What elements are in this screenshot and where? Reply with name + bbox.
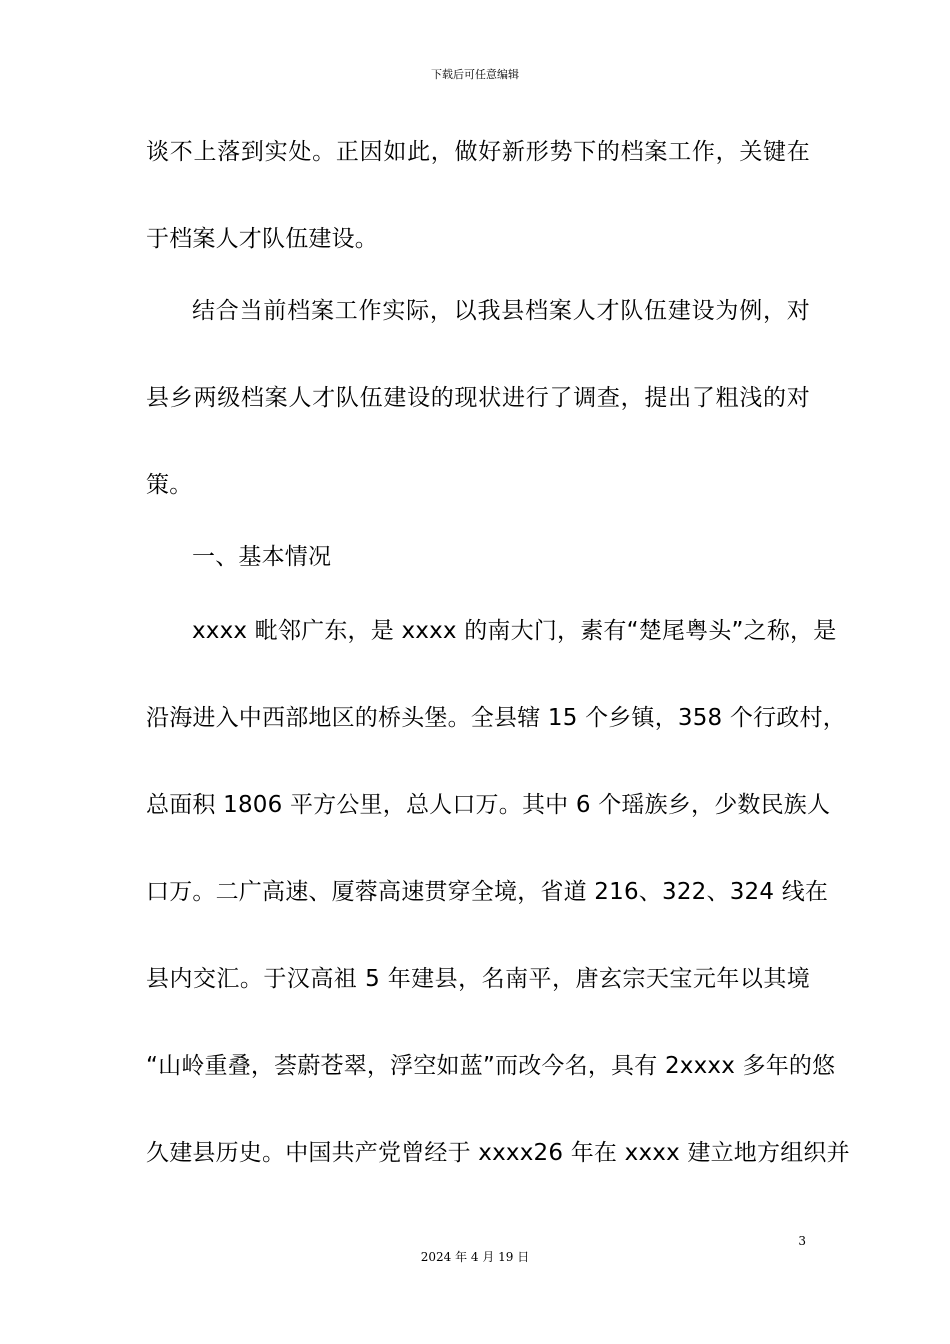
text-line: “山岭重叠，荟蔚苍翠，浮空如蓝”而改今名，具有 2xxxx 多年的悠 [146, 1053, 836, 1079]
page-number: 3 [798, 1234, 806, 1248]
text-line: 县内交汇。于汉高祖 5 年建县，名南平，唐玄宗天宝元年以其境 [146, 966, 810, 992]
text-line: 谈不上落到实处。正因如此，做好新形势下的档案工作，关键在 [146, 139, 810, 165]
text-line: xxxx 毗邻广东，是 xxxx 的南大门，素有“楚尾粤头”之称，是 [192, 618, 837, 644]
text-line: 久建县历史。中国共产党曾经于 xxxx26 年在 xxxx 建立地方组织并 [146, 1140, 850, 1166]
section-heading: 一、基本情况 [192, 544, 332, 570]
text-line: 策。 [146, 472, 193, 498]
text-line: 结合当前档案工作实际，以我县档案人才队伍建设为例，对 [192, 298, 810, 324]
text-line: 于档案人才队伍建设。 [146, 226, 378, 252]
footer-date: 2024 年 4 月 19 日 [420, 1250, 530, 1264]
text-line: 总面积 1806 平方公里，总人口万。其中 6 个瑶族乡，少数民族人 [146, 792, 831, 818]
text-line: 县乡两级档案人才队伍建设的现状进行了调查，提出了粗浅的对 [146, 385, 810, 411]
text-line: 沿海进入中西部地区的桥头堡。全县辖 15 个乡镇，358 个行政村， [146, 705, 846, 731]
text-line: 口万。二广高速、厦蓉高速贯穿全境，省道 216、322、324 线在 [146, 879, 829, 905]
page-header: 下载后可任意编辑 [431, 68, 519, 81]
